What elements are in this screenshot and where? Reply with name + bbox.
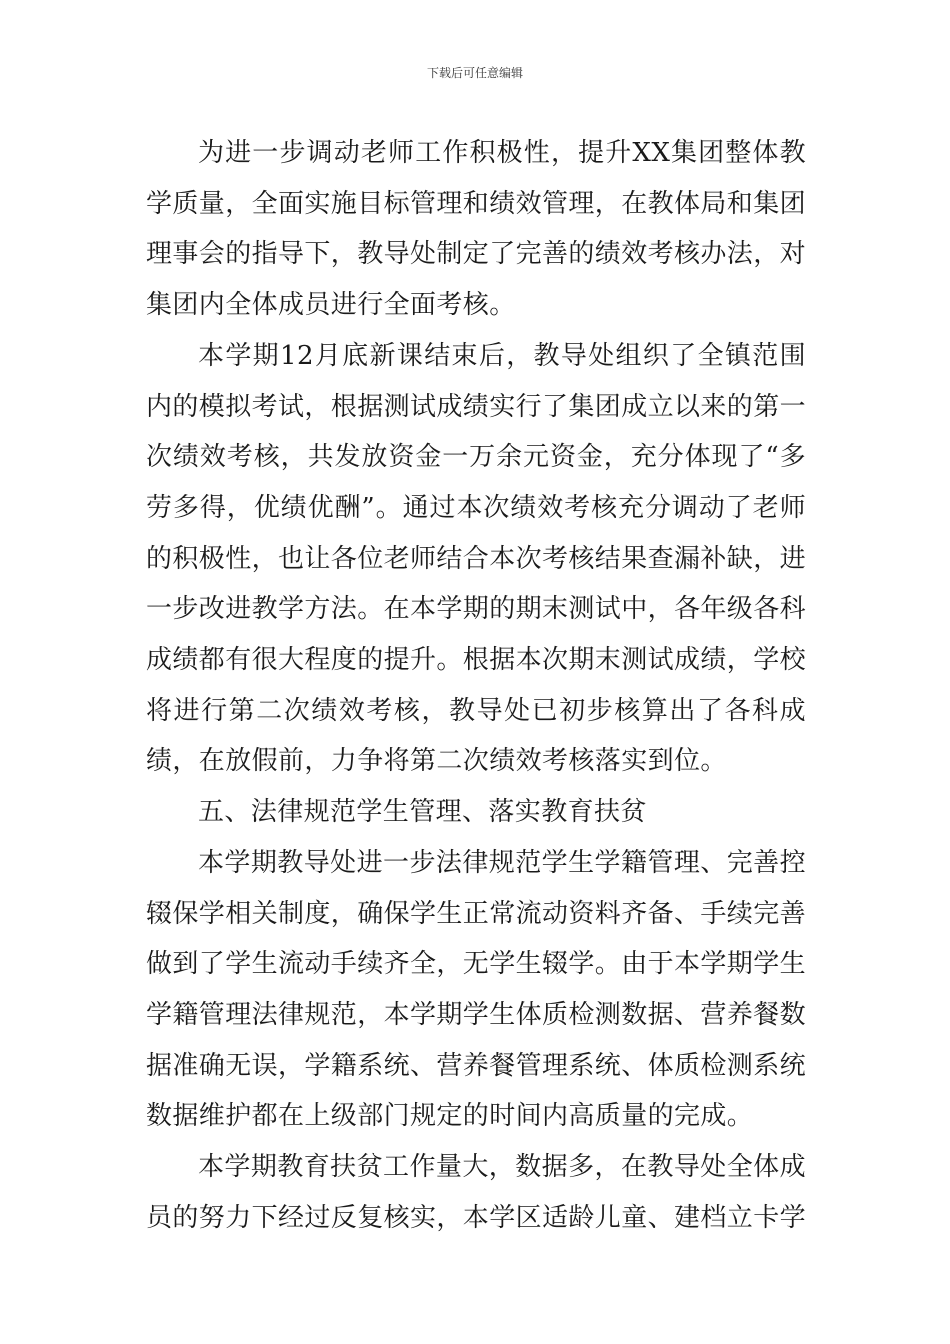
paragraph-education-poverty-relief: 本学期教育扶贫工作量大，数据多，在教导处全体成员的努力下经过反复核实，本学区适龄儿童、建档立卡学 (146, 1152, 807, 1233)
paragraph-performance-assessment: 本学期12月底新课结束后，教导处组织了全镇范围内的模拟考试，根据测试成绩实行了集团成立以来的第一次绩效考核，共发放资金一万余元资金，充分体现了“多劳多得，优绩优酬”。通过本次绩效考核充分调动了老师的积极性，也让各位老师结合本次考核结果查漏补缺，进一步改进教学方法。在本学期的期末测试中，各年级各科成绩都有很大程度的提升。根据本次期末测试成绩，学校将进行第二次绩效考核，教导处已初步核算出了各科成绩，在放假前，力争将第二次绩效考核落实到位。 (146, 340, 807, 777)
paragraph-performance-management: 为进一步调动老师工作积极性，提升XX集团整体教学质量，全面实施目标管理和绩效管理，在教体局和集团理事会的指导下，教导处制定了完善的绩效考核办法，对集团内全体成员进行全面考核。 (146, 138, 807, 321)
section-heading-five: 五、法律规范学生管理、落实教育扶贫 (198, 797, 647, 828)
page-header: 下载后可任意编辑 (426, 66, 523, 80)
document-body (146, 128, 806, 1243)
paragraph-student-management: 本学期教导处进一步法律规范学生学籍管理、完善控辍保学相关制度，确保学生正常流动资料齐备、手续完善做到了学生流动手续齐全，无学生辍学。由于本学期学生学籍管理法律规范，本学期学生体质检测数据、营养餐数据准确无误，学籍系统、营养餐管理系统、体质检测系统数据维护都在上级部门规定的时间内高质量的完成。 (146, 847, 807, 1132)
